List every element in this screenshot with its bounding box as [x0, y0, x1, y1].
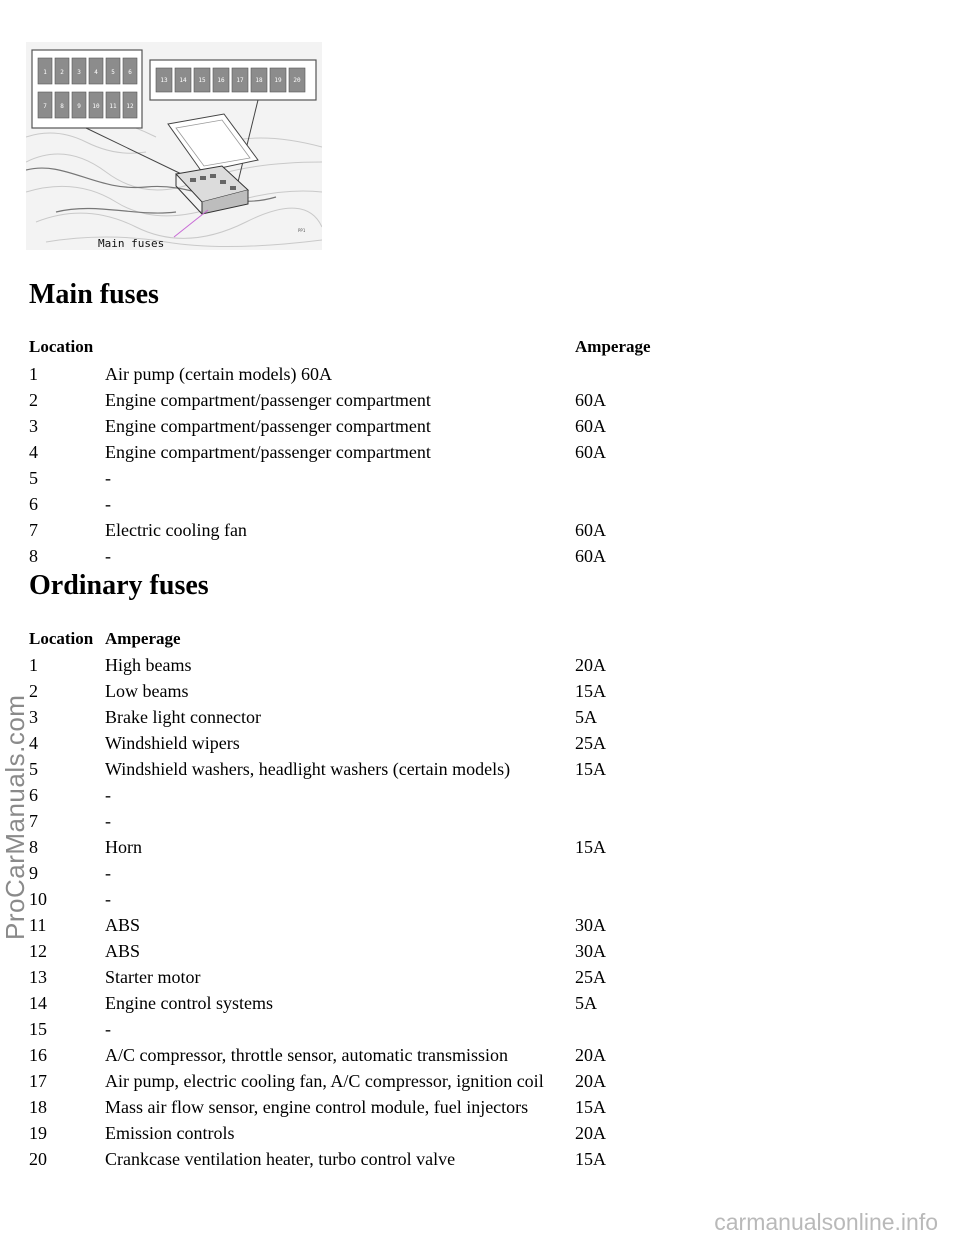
main-location-header: Location: [29, 337, 94, 356]
table-row: [29, 656, 729, 682]
fuse-location: 20: [29, 1149, 47, 1169]
fuse-location: 1: [29, 655, 38, 675]
fuse-location: 2: [29, 390, 38, 410]
fuse-description: -: [105, 889, 111, 909]
fuse-description: Air pump (certain models) 60A: [105, 364, 332, 384]
main-box-label: 10: [92, 103, 100, 110]
fuse-location: 10: [29, 889, 47, 909]
table-row: [29, 942, 729, 968]
footer-watermark: carmanualsonline.info: [714, 1209, 938, 1235]
main-box-label: 2: [60, 69, 64, 76]
main-fuses-title: Main fuses: [29, 279, 159, 310]
fuse-location: 17: [29, 1071, 47, 1091]
table-row: [29, 838, 729, 864]
fuse-location: 6: [29, 785, 38, 805]
fuse-location: 12: [29, 941, 47, 961]
fuse-description: A/C compressor, throttle sensor, automatic transmission: [105, 1045, 508, 1065]
fuse-description: -: [105, 785, 111, 805]
fuse-amperage: 15A: [575, 759, 606, 779]
fuse-amperage: 60A: [575, 520, 606, 540]
fuse-amperage: 15A: [575, 681, 606, 701]
main-box-label: 8: [60, 103, 64, 110]
fuse-description: Air pump, electric cooling fan, A/C compressor, ignition coil: [105, 1071, 544, 1091]
fuse-description: Engine control systems: [105, 993, 273, 1013]
table-row: [29, 1072, 729, 1098]
fuse-location: 18: [29, 1097, 47, 1117]
main-amperage-header: Amperage: [575, 337, 651, 356]
table-row: [29, 1124, 729, 1150]
ordinary-box-label: 16: [217, 77, 225, 84]
fuse-amperage: 20A: [575, 1123, 606, 1143]
main-box-label: 9: [77, 103, 81, 110]
fuse-amperage: 60A: [575, 442, 606, 462]
table-row: [29, 365, 729, 391]
fuse-description: High beams: [105, 655, 192, 675]
fuse-location: 8: [29, 546, 38, 566]
side-watermark: ProCarManuals.com: [0, 694, 30, 940]
fuse-description: Mass air flow sensor, engine control module, fuel injectors: [105, 1097, 529, 1117]
ordinary-amperage-header: Amperage: [105, 629, 181, 648]
table-row: [29, 916, 729, 942]
table-row: [29, 443, 729, 469]
table-row: [29, 495, 729, 521]
ordinary-fuses-title: Ordinary fuses: [29, 570, 209, 601]
table-row: [29, 1020, 729, 1046]
fuse-description: -: [105, 494, 111, 514]
fuse-description: -: [105, 468, 111, 488]
fuse-amperage: 60A: [575, 546, 606, 566]
fuse-description: Low beams: [105, 681, 189, 701]
fuse-description: -: [105, 546, 111, 566]
main-box-label: 3: [77, 69, 81, 76]
table-row: [29, 994, 729, 1020]
fuse-amperage: 60A: [575, 390, 606, 410]
ordinary-location-header: Location: [29, 629, 94, 648]
fuse-location: 9: [29, 863, 38, 883]
fuse-location: 15: [29, 1019, 47, 1039]
fuse-location: 8: [29, 837, 38, 857]
fuse-description: -: [105, 1019, 111, 1039]
table-row: [29, 890, 729, 916]
fuse-description: Windshield washers, headlight washers (certain models): [105, 759, 511, 779]
table-row: [29, 734, 729, 760]
table-row: [29, 864, 729, 890]
fuse-location: 19: [29, 1123, 47, 1143]
fuse-description: Electric cooling fan: [105, 520, 247, 540]
ordinary-box-label: 20: [293, 77, 301, 84]
fuse-amperage: 25A: [575, 733, 606, 753]
fuse-amperage: 15A: [575, 1149, 606, 1169]
main-box-label: 4: [94, 69, 98, 76]
fuse-location: 4: [29, 733, 38, 753]
fuse-description: Brake light connector: [105, 707, 261, 727]
fuse-amperage: 30A: [575, 941, 606, 961]
main-box-label: 6: [128, 69, 132, 76]
fuse-description: Engine compartment/passenger compartment: [105, 442, 431, 462]
ordinary-box-label: 13: [160, 77, 168, 84]
fuse-location: 3: [29, 416, 38, 436]
table-row: [29, 391, 729, 417]
table-row: [29, 1150, 729, 1176]
fuse-location: 5: [29, 468, 38, 488]
fuse-amperage: 20A: [575, 655, 606, 675]
fuse-location: 6: [29, 494, 38, 514]
fuse-amperage: 5A: [575, 707, 597, 727]
fuse-description: -: [105, 811, 111, 831]
fuse-amperage: 15A: [575, 837, 606, 857]
fuse-location: 14: [29, 993, 47, 1013]
main-box-label: 11: [109, 103, 117, 110]
table-row: [29, 1098, 729, 1124]
table-row: [29, 708, 729, 734]
fuse-location: 7: [29, 811, 38, 831]
fuse-description: Engine compartment/passenger compartment: [105, 416, 431, 436]
fuse-description: Engine compartment/passenger compartment: [105, 390, 431, 410]
fuse-location: 4: [29, 442, 38, 462]
fuse-location: 16: [29, 1045, 47, 1065]
main-box-label: 12: [126, 103, 134, 110]
main-box-label: 5: [111, 69, 115, 76]
fuse-description: -: [105, 863, 111, 883]
ordinary-box-label: 15: [198, 77, 206, 84]
table-row: [29, 760, 729, 786]
table-row: [29, 682, 729, 708]
main-box-label: 1: [43, 69, 47, 76]
ordinary-box-label: 14: [179, 77, 187, 84]
table-row: [29, 812, 729, 838]
fuse-location: 2: [29, 681, 38, 701]
fuse-amperage: 20A: [575, 1071, 606, 1091]
fuse-amperage: 20A: [575, 1045, 606, 1065]
ordinary-box-label: 19: [274, 77, 282, 84]
fuse-location: 3: [29, 707, 38, 727]
fuse-description: Emission controls: [105, 1123, 235, 1143]
ordinary-box-label: 17: [236, 77, 244, 84]
fuse-amperage: 60A: [575, 416, 606, 436]
main-box-label: 7: [43, 103, 47, 110]
fuse-description: Horn: [105, 837, 142, 857]
fuse-amperage: 25A: [575, 967, 606, 987]
table-row: [29, 521, 729, 547]
fuse-amperage: 5A: [575, 993, 597, 1013]
table-row: [29, 469, 729, 495]
fuse-description: Starter motor: [105, 967, 201, 987]
fuse-location: 5: [29, 759, 38, 779]
fuse-box-diagram: [26, 42, 322, 250]
fuse-description: Crankcase ventilation heater, turbo control valve: [105, 1149, 456, 1169]
table-row: [29, 417, 729, 443]
fuse-location: 1: [29, 364, 38, 384]
fuse-amperage: 30A: [575, 915, 606, 935]
fuse-description: ABS: [105, 915, 141, 935]
fuse-box-illustration: [26, 42, 322, 250]
fuse-description: Windshield wipers: [105, 733, 240, 753]
fuse-location: 7: [29, 520, 38, 540]
table-row: [29, 968, 729, 994]
fuse-location: 11: [29, 915, 47, 935]
fuse-location: 13: [29, 967, 47, 987]
table-row: [29, 786, 729, 812]
fuse-description: ABS: [105, 941, 141, 961]
svg-text:PP1: PP1: [298, 228, 306, 233]
table-row: [29, 1046, 729, 1072]
fuse-amperage: 15A: [575, 1097, 606, 1117]
ordinary-box-label: 18: [255, 77, 263, 84]
figure-caption: Main fuses: [98, 237, 165, 250]
